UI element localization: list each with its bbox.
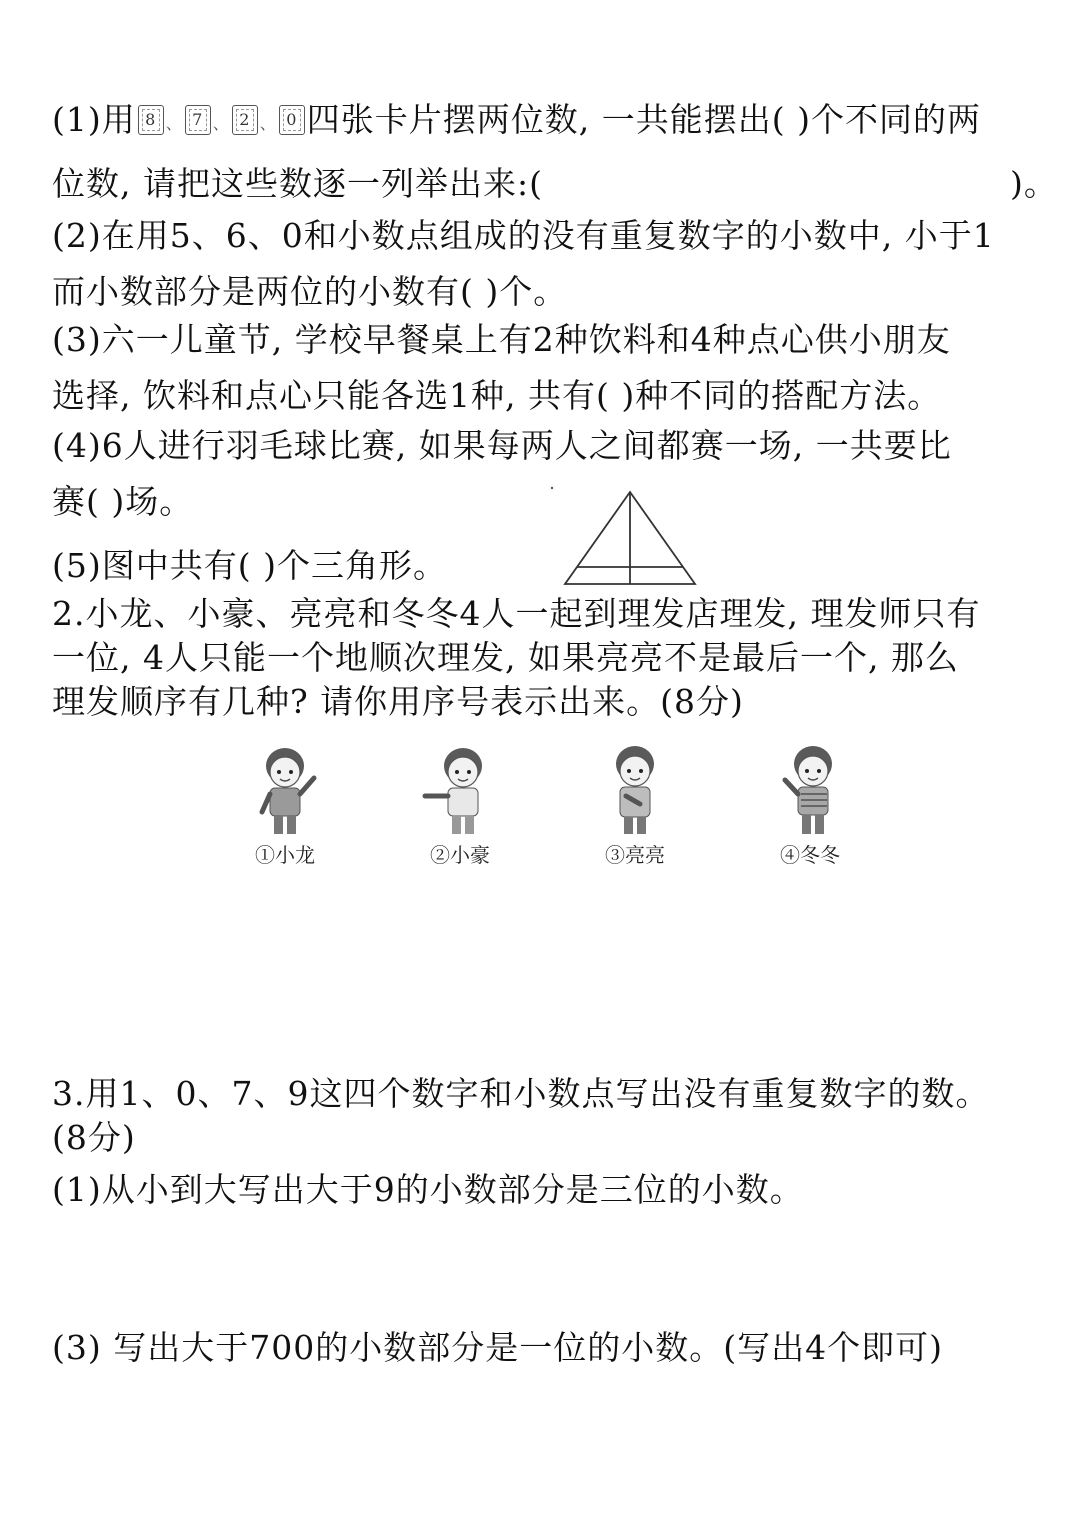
q1-part1-line2-end: )。 xyxy=(1010,164,1058,203)
boy-icon xyxy=(240,742,330,838)
q2-line1: 2.小龙、小豪、亮亮和冬冬4人一起到理发店理发, 理发师只有 xyxy=(52,594,981,633)
q1-part3-line2: 选择, 饮料和点心只能各选1种, 共有( )种不同的搭配方法。 xyxy=(52,376,942,415)
q1-part1-prefix: (1)用 xyxy=(52,100,136,139)
q3-line2: (8分) xyxy=(52,1118,136,1157)
child-label: ②小豪 xyxy=(430,843,490,867)
number-card-2: 2 xyxy=(232,105,258,135)
q2-line3: 理发顺序有几种? 请你用序号表示出来。(8分) xyxy=(52,682,744,721)
card-separator: 、 xyxy=(259,114,277,133)
q3-part3: (3) 写出大于700的小数部分是一位的小数。(写出4个即可) xyxy=(52,1328,943,1367)
number-card-7: 7 xyxy=(185,105,211,135)
q1-part1-line2: 位数, 请把这些数逐一列举出来:( xyxy=(52,164,543,203)
q1-part1-text: 四张卡片摆两位数, 一共能摆出( )个不同的两 xyxy=(306,100,982,139)
triangle-figure xyxy=(545,482,715,590)
child-label: ①小龙 xyxy=(255,843,315,867)
child-dongdong xyxy=(755,742,865,872)
number-card-0: 0 xyxy=(279,105,305,135)
number-card-8: 8 xyxy=(138,105,164,135)
q1-part5: (5)图中共有( )个三角形。 xyxy=(52,546,447,585)
boy-icon xyxy=(415,742,505,838)
child-liangliang xyxy=(580,742,690,872)
boy-icon xyxy=(765,742,855,838)
q1-part2-line2: 而小数部分是两位的小数有( )个。 xyxy=(52,272,568,311)
q1-part4-line2: 赛( )场。 xyxy=(52,482,194,521)
child-xiaohao xyxy=(405,742,515,872)
q2-line2: 一位, 4人只能一个地顺次理发, 如果亮亮不是最后一个, 那么 xyxy=(52,638,959,677)
q3-line1: 3.用1、0、7、9这四个数字和小数点写出没有重复数字的数。 xyxy=(52,1074,990,1113)
q3-part1: (1)从小到大写出大于9的小数部分是三位的小数。 xyxy=(52,1170,804,1209)
child-label: ③亮亮 xyxy=(605,843,665,867)
card-separator: 、 xyxy=(165,114,183,133)
boy-icon xyxy=(590,742,680,838)
q1-part1-line1 xyxy=(52,100,981,144)
child-label: ④冬冬 xyxy=(780,843,840,867)
child-xiaolong xyxy=(230,742,340,872)
q1-part2-line1: (2)在用5、6、0和小数点组成的没有重复数字的小数中, 小于1 xyxy=(52,216,995,255)
children-illustration xyxy=(230,742,870,872)
q1-part3-line1: (3)六一儿童节, 学校早餐桌上有2种饮料和4种点心供小朋友 xyxy=(52,320,951,359)
card-separator: 、 xyxy=(212,114,230,133)
q1-part4-line1: (4)6人进行羽毛球比赛, 如果每两人之间都赛一场, 一共要比 xyxy=(52,426,952,465)
